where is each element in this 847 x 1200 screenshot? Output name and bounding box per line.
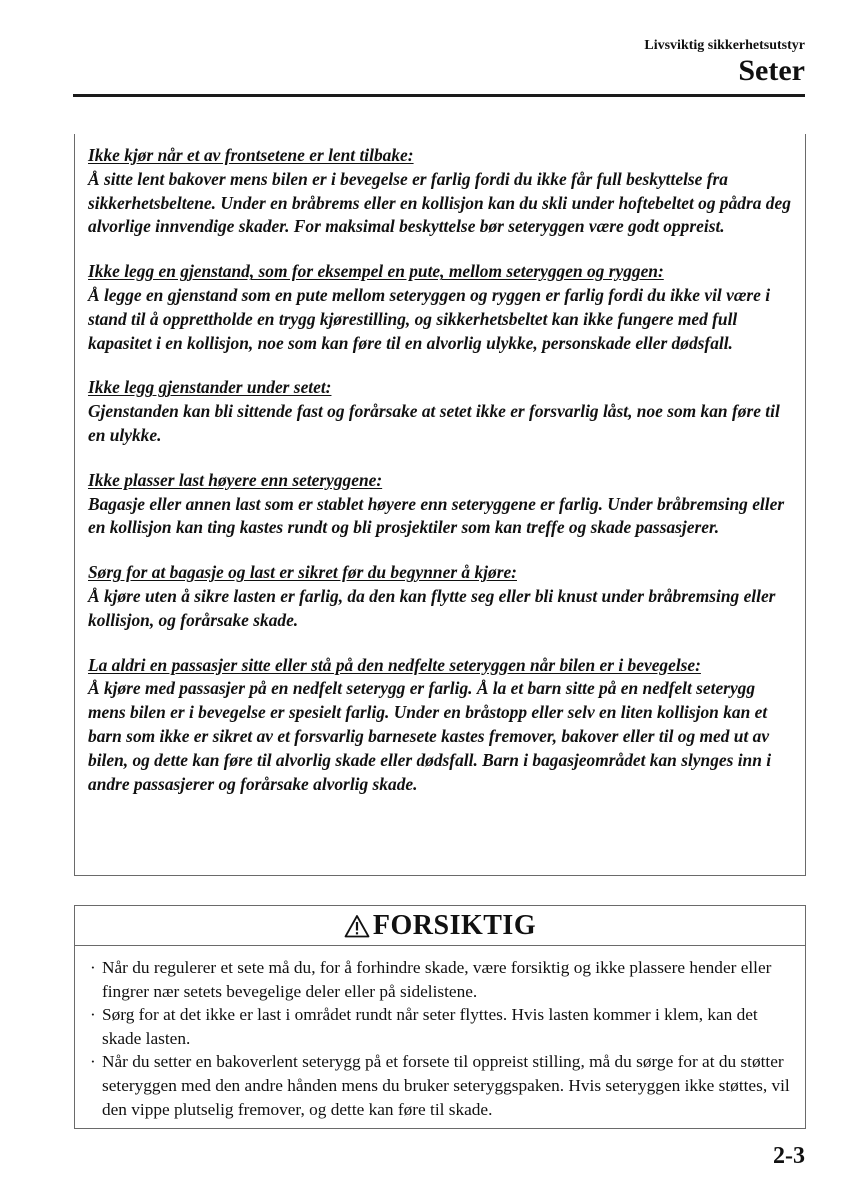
warning-item <box>88 469 793 540</box>
warning-heading: La aldri en passasjer sitte eller stå på den nedfelte seteryggen når bilen er i bevegelse: <box>88 654 701 675</box>
warning-heading: Ikke kjør når et av frontsetene er lent tilbake: <box>88 145 414 165</box>
section-title: Livsviktig sikkerhetsutstyr <box>644 38 805 53</box>
caution-item: · Når du regulerer et sete må du, for å forhindre skade, være forsiktig og ikke plassere hender eller fingrer nær setets bevegelige deler eller på sidelistene. <box>90 956 791 1003</box>
warning-heading: Sørg for at bagasje og last er sikret før du begynner å kjøre: <box>88 562 517 583</box>
warning-item <box>88 654 793 797</box>
caution-title: FORSIKTIG <box>372 909 537 941</box>
header-divider <box>73 94 805 97</box>
caution-header <box>75 906 805 946</box>
page-title: Seter <box>738 54 805 87</box>
warning-item <box>88 561 793 632</box>
warning-body: Gjenstanden kan bli sittende fast og forårsake at setet ikke er forsvarlig låst, noe som kan føre til en ulykke. <box>88 401 780 445</box>
warning-item <box>88 376 793 447</box>
warning-heading: Ikke legg gjenstander under setet: <box>88 377 332 398</box>
warning-body: Bagasje eller annen last som er stablet høyere enn seteryggene er farlig. Under bråbremsing eller en kollisjon kan ting kastes rundt og bli prosjektiler som kan treffe og skade passasjerer. <box>88 493 785 538</box>
warning-body: Å legge en gjenstand som en pute mellom seteryggen og ryggen er farlig fordi du ikke vil være i stand til å opprettholde en trygg kjørestilling, og sikkerhetsbeltet kan ikke fungere med full kapasitet i en kollisjon, noe som kan føre til en alvorlig ulykke, personskade eller dødsfall. <box>88 284 771 353</box>
warning-body: Å sitte lent bakover mens bilen er i bevegelse er farlig fordi du ikke får full beskyttelse fra sikkerhetsbeltene. Under en bråbrems eller en kollisjon kan du skli under hoftebeltet og pådra deg alvorlige innvendige skader. For maksimal beskyttelse bør seteryggen være godt oppreist. <box>88 168 791 237</box>
warning-heading: Ikke legg en gjenstand, som for eksempel en pute, mellom seteryggen og ryggen: <box>88 261 664 282</box>
warning-body: Å kjøre med passasjer på en nedfelt seterygg er farlig. Å la et barn sitte på en nedfelt seterygg mens bilen er i bevegelse er spesielt farlig. Under en bråstopp eller selv en liten kollisjon kan et barn som ikke er sikret av et forsvarlig barnesete kastes fremover, bakover eller til og med ut av bilen, og dette kan føre til alvorlig skade eller dødsfall. Barn i bagasjeområdet kan slynges inn i andre passasjerer og forårsake alvorlig skade. <box>88 678 772 794</box>
warning-item <box>88 144 793 239</box>
caution-item: · Sørg for at det ikke er last i området rundt når seter flyttes. Hvis lasten kommer i klem, kan det skade lasten. <box>90 1003 791 1050</box>
warning-box <box>74 134 806 876</box>
caution-item: · Når du setter en bakoverlent seterygg på et forsete til oppreist stilling, må du sørge for at du støtter seteryggen med den andre hånden mens du bruker seteryggspaken. Hvis seteryggen ikke støttes, vil den vippe plutselig fremover, og dette kan føre til skade. <box>90 1050 791 1121</box>
caution-box <box>74 905 806 1129</box>
caution-list <box>75 946 805 1121</box>
warning-body: Å kjøre uten å sikre lasten er farlig, da den kan flytte seg eller bli knust under bråbremsing eller kollisjon, og forårsake skade. <box>88 585 776 630</box>
warning-heading: Ikke plasser last høyere enn seteryggene: <box>88 469 383 490</box>
warning-item <box>88 260 793 355</box>
warning-triangle-icon <box>344 914 370 938</box>
page-number: 2-3 <box>773 1143 805 1169</box>
